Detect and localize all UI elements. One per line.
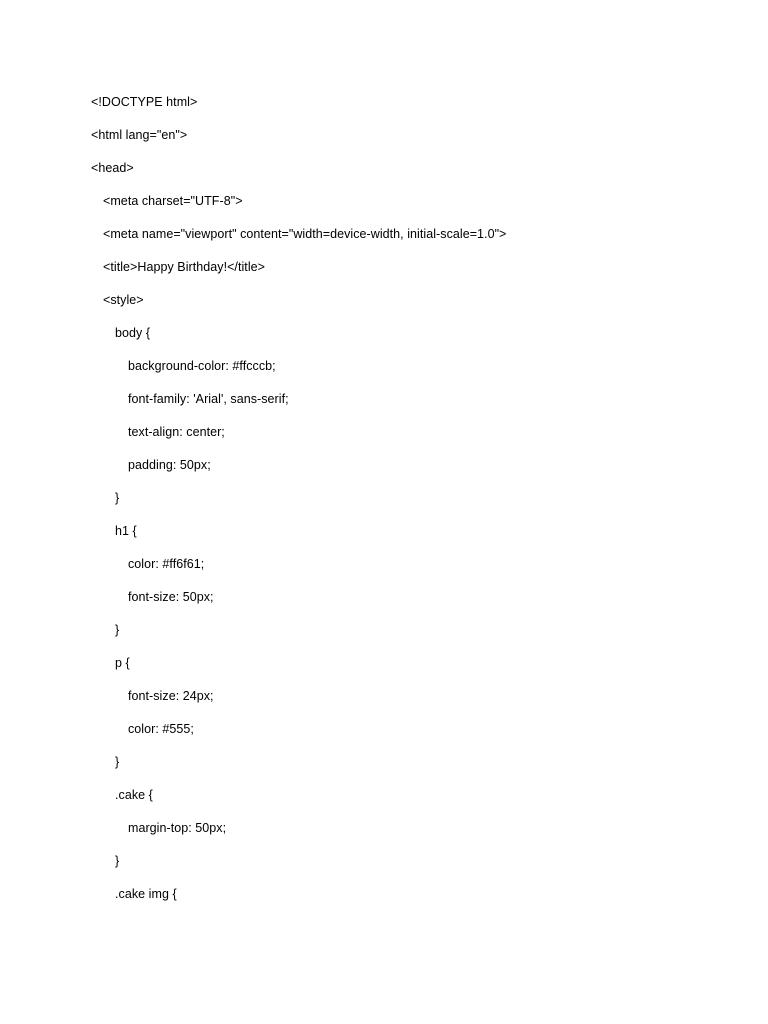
code-line: font-size: 24px; [128,689,214,703]
code-line: color: #555; [128,722,194,736]
code-line: <title>Happy Birthday!</title> [103,260,266,274]
code-line: margin-top: 50px; [128,821,227,835]
code-line: } [115,854,120,868]
code-line: p { [115,656,130,670]
code-line: text-align: center; [128,425,225,439]
code-line: } [115,491,120,505]
code-line: .cake img { [115,887,177,901]
code-line: <head> [91,161,134,175]
code-line: h1 { [115,524,137,538]
code-line: <style> [103,293,144,307]
code-line: <meta charset="UTF-8"> [103,194,243,208]
code-line: } [115,755,120,769]
code-line: body { [115,326,151,340]
code-line: color: #ff6f61; [128,557,205,571]
code-line: font-family: 'Arial', sans-serif; [128,392,289,406]
code-line: <meta name="viewport" content="width=device-width, initial-scale=1.0"> [103,227,507,241]
code-line: <html lang="en"> [91,128,188,142]
code-line: .cake { [115,788,153,802]
code-line: <!DOCTYPE html> [91,95,198,109]
code-line: background-color: #ffcccb; [128,359,276,373]
code-listing [91,94,731,919]
code-line: font-size: 50px; [128,590,214,604]
code-line: padding: 50px; [128,458,211,472]
code-line: } [115,623,120,637]
